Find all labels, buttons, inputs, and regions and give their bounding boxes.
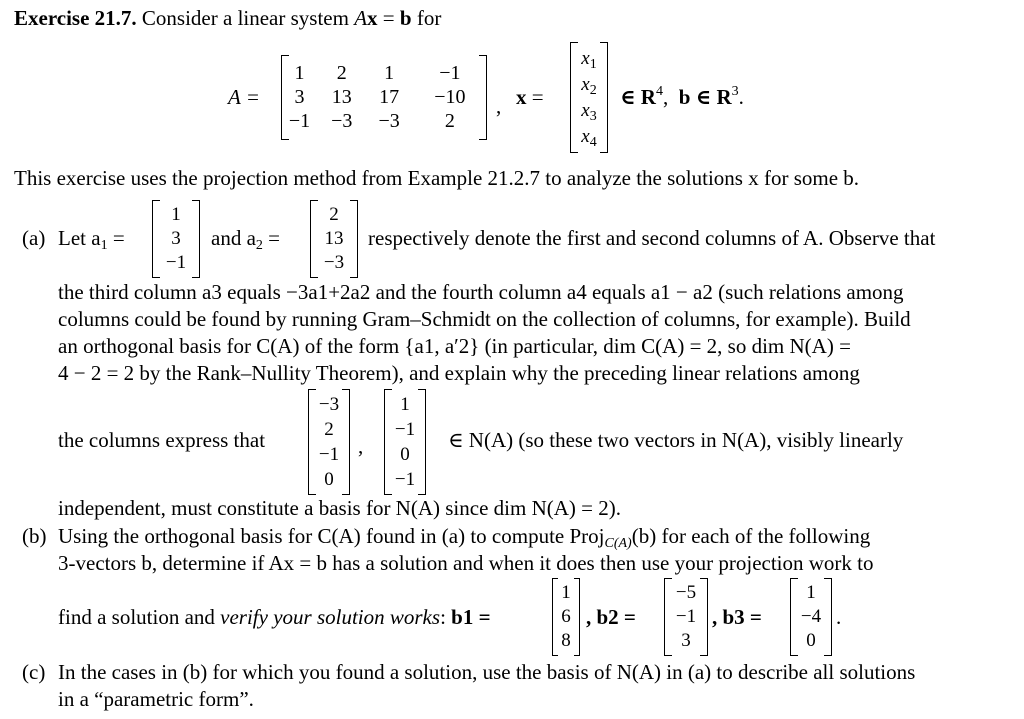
vector-b1 bbox=[552, 578, 580, 656]
membership-x: ∈ R bbox=[620, 85, 656, 109]
part-a-columns-express: the columns express that bbox=[58, 428, 266, 452]
matrix-A-cell: 1 bbox=[294, 62, 305, 84]
part-c-line2: in a “parametric form”. bbox=[58, 687, 254, 711]
matrix-A-cell: 1 bbox=[384, 62, 395, 84]
part-a-in-null: ∈ N(A) (so these two vectors in N(A), visibly linearly bbox=[448, 428, 904, 452]
null-vector-2-entry: 0 bbox=[400, 444, 410, 465]
vector-b1-entry: 6 bbox=[561, 606, 571, 627]
vector-b2-entry: −1 bbox=[675, 606, 697, 627]
b1-label: b1 = bbox=[451, 605, 491, 629]
null-vector-1-entry: 2 bbox=[324, 419, 334, 440]
method-line: This exercise uses the projection method from Example 21.2.7 to analyze the solutions x for some b. bbox=[14, 166, 860, 190]
matrix-A-cell: −1 bbox=[439, 62, 461, 84]
vector-x bbox=[570, 42, 608, 153]
heading-intro: Consider a linear system bbox=[141, 6, 349, 30]
part-c-line1: In the cases in (b) for which you found a solution, use the basis of N(A) in (a) to describe all solutions bbox=[58, 660, 916, 684]
let-a1: Let a bbox=[58, 226, 101, 250]
matrix-A-cell: −3 bbox=[331, 110, 353, 132]
vector-x-entry: $x_4$ bbox=[581, 126, 597, 150]
exercise-label: Exercise 21.7. bbox=[14, 6, 137, 30]
exercise-heading bbox=[14, 8, 441, 29]
part-a-line2: columns could be found by running Gram–Schmidt on the collection of columns, for example). Build bbox=[58, 307, 911, 331]
vector-a2-entry: 2 bbox=[329, 204, 339, 225]
null-vector-2-entry: −1 bbox=[394, 469, 416, 490]
b3-label bbox=[712, 607, 762, 628]
vector-x-entry: $x_3$ bbox=[581, 100, 597, 124]
part-b-line2: 3-vectors b, determine if Ax = b has a solution and when it does then use your projection work to bbox=[58, 551, 874, 575]
vector-a2-entry: −3 bbox=[323, 252, 345, 273]
b2-label bbox=[586, 607, 636, 628]
a2-eq: = bbox=[268, 226, 280, 250]
part-b-find bbox=[58, 607, 491, 628]
null-vector-1-entry: −3 bbox=[318, 394, 340, 415]
and-a2: and a bbox=[211, 226, 256, 250]
part-a-line3: an orthogonal basis for C(A) of the form {a1, a′2} (in particular, dim C(A) = 2, so dim N(A) = bbox=[58, 334, 851, 358]
vector-b2-entry: −5 bbox=[675, 582, 697, 603]
part-a-line1: the third column a3 equals −3a1+2a2 and the fourth column a4 equals a1 − a2 (such relations among bbox=[58, 280, 904, 304]
vector-b2-entry: 3 bbox=[681, 630, 691, 651]
vector-b3-entry: −4 bbox=[800, 606, 822, 627]
membership-sep: , bbox=[662, 85, 669, 109]
part-c-label: (c) bbox=[22, 660, 46, 684]
A-label: A = bbox=[228, 85, 260, 109]
part-b-line1-text: Using the orthogonal basis for C(A) found in (a) to compute Proj bbox=[58, 524, 605, 548]
vector-a1-entry: −1 bbox=[165, 252, 187, 273]
null-vector-2-entry: 1 bbox=[400, 394, 410, 415]
vector-a2-entry: 13 bbox=[324, 228, 344, 249]
system-comma: , bbox=[496, 94, 502, 118]
null-vector-2-entry: −1 bbox=[394, 419, 416, 440]
x-eq: = bbox=[531, 85, 544, 109]
part-b-line1-tail: (b) for each of the following bbox=[631, 524, 871, 548]
x-label-group bbox=[516, 87, 544, 108]
vector-b3 bbox=[790, 578, 832, 656]
vector-x-entry: $x_2$ bbox=[581, 74, 597, 98]
exponent-4: 4 bbox=[655, 84, 663, 99]
matrix-A-cell: 3 bbox=[294, 86, 305, 108]
part-b-end: . bbox=[836, 605, 842, 629]
find-text: find a solution and bbox=[58, 605, 215, 629]
membership-b-label: b bbox=[678, 85, 691, 109]
matrix-A bbox=[281, 55, 487, 140]
part-a-after: respectively denote the first and second columns of A. Observe that bbox=[368, 226, 936, 250]
matrix-A-cell: 17 bbox=[379, 86, 400, 108]
exponent-3: 3 bbox=[731, 84, 739, 99]
vector-x-entry: $x_1$ bbox=[581, 48, 597, 72]
part-a-label: (a) bbox=[22, 226, 46, 250]
vector-a1-entry: 1 bbox=[171, 204, 181, 225]
a1-eq: = bbox=[112, 226, 125, 250]
part-a-line5: independent, must constitute a basis for N(A) since dim N(A) = 2). bbox=[58, 496, 621, 520]
part-b-line1 bbox=[58, 524, 871, 551]
heading-eq-sign: = bbox=[377, 6, 400, 30]
part-a-line4: 4 − 2 = 2 by the Rank–Nullity Theorem), and explain why the preceding linear relations among bbox=[58, 361, 860, 385]
matrix-A-cell: −3 bbox=[378, 110, 400, 132]
proj-subscript: C(A) bbox=[604, 536, 632, 551]
vector-b2 bbox=[664, 578, 708, 656]
matrix-A-cell: −10 bbox=[434, 86, 466, 108]
matrix-A-cell: 2 bbox=[336, 62, 347, 84]
heading-eq-b: b bbox=[399, 6, 412, 30]
verify-text: verify your solution works bbox=[220, 605, 441, 629]
verify-colon: : bbox=[440, 605, 446, 629]
vector-a1 bbox=[152, 200, 200, 278]
membership-line bbox=[620, 84, 744, 109]
vector-b1-entry: 8 bbox=[561, 630, 571, 651]
matrix-A-cell: 13 bbox=[331, 86, 352, 108]
matrix-A-cell: 2 bbox=[444, 110, 455, 132]
null-vector-1-entry: 0 bbox=[324, 469, 334, 490]
vector-b1-entry: 1 bbox=[561, 582, 571, 603]
vector-b3-entry: 0 bbox=[806, 630, 816, 651]
heading-eq-x: x bbox=[367, 6, 378, 30]
membership-b: ∈ R bbox=[695, 85, 732, 109]
null-vector-1-entry: −1 bbox=[318, 444, 340, 465]
part-a-let: Let $a_1$ = bbox=[58, 226, 125, 253]
x-label: x bbox=[516, 85, 527, 109]
membership-period: . bbox=[738, 85, 744, 109]
null-vector-2 bbox=[384, 389, 426, 495]
null-vector-1 bbox=[308, 389, 350, 495]
part-a-and: and $a_2$ = bbox=[211, 226, 280, 253]
b3-label-text: , b3 = bbox=[712, 605, 762, 629]
null-vector-comma: , bbox=[358, 434, 364, 458]
heading-eq-A: A bbox=[354, 6, 368, 30]
vector-b3-entry: 1 bbox=[806, 582, 816, 603]
vector-a2 bbox=[310, 200, 358, 278]
vector-a1-entry: 3 bbox=[171, 228, 181, 249]
heading-tail: for bbox=[411, 6, 442, 30]
b2-label-text: , b2 = bbox=[586, 605, 636, 629]
matrix-A-cell: −1 bbox=[288, 110, 311, 132]
part-b-label: (b) bbox=[22, 524, 47, 548]
